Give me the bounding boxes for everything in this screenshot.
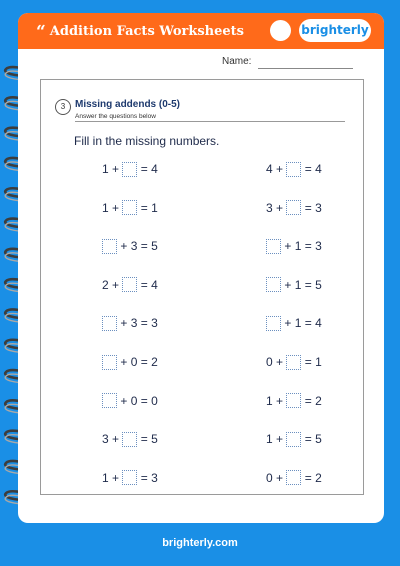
answer-box[interactable] <box>122 432 137 447</box>
answer-box[interactable] <box>286 432 301 447</box>
problem-token: 3 <box>130 239 138 254</box>
problem-token: = <box>140 162 148 176</box>
problem-token: 1 <box>294 316 302 331</box>
answer-box[interactable] <box>286 393 301 408</box>
problem-token: 1 <box>266 432 273 447</box>
answer-box[interactable] <box>286 162 301 177</box>
problem-token: + <box>284 277 292 292</box>
problem-token: 5 <box>315 277 322 292</box>
section-subtitle: Answer the questions below <box>75 113 156 120</box>
problem-right-9 <box>266 469 322 487</box>
answer-box[interactable] <box>102 355 117 370</box>
problem-left-5 <box>102 314 158 332</box>
problem-token: = <box>304 432 312 447</box>
problem-grid <box>40 143 362 493</box>
answer-box[interactable] <box>286 470 301 485</box>
problem-token: = <box>304 393 312 408</box>
problem-token: 5 <box>151 239 158 254</box>
answer-box[interactable] <box>122 200 137 215</box>
answer-box[interactable] <box>266 239 281 254</box>
problem-token: 4 <box>151 277 158 292</box>
quote-icon: “ <box>36 22 46 42</box>
problem-token: + <box>112 432 120 447</box>
answer-box[interactable] <box>102 316 117 331</box>
problem-right-1 <box>266 160 322 178</box>
problem-right-4 <box>266 276 322 294</box>
problem-token: 1 <box>102 470 109 485</box>
name-field[interactable] <box>258 68 353 69</box>
problem-left-8 <box>102 430 158 448</box>
problem-token: 4 <box>315 162 322 176</box>
problem-token: 3 <box>102 432 109 447</box>
problem-token: 2 <box>151 355 158 369</box>
header-bar <box>18 13 384 49</box>
problem-left-6 <box>102 353 158 371</box>
problem-token: + <box>276 432 284 447</box>
problem-token: = <box>304 316 312 331</box>
problem-token: 0 <box>266 355 273 369</box>
problem-token: 0 <box>266 470 273 485</box>
problem-token: 1 <box>266 393 273 408</box>
answer-box[interactable] <box>102 393 117 408</box>
instructions: Fill in the missing numbers. <box>74 134 220 148</box>
problem-token: 5 <box>151 432 158 447</box>
problem-token: = <box>140 316 148 331</box>
problem-token: = <box>140 393 148 408</box>
problem-token: + <box>112 162 120 176</box>
problem-token: 2 <box>315 393 322 408</box>
worksheet-page <box>18 13 384 523</box>
problem-token: 3 <box>151 470 158 485</box>
problem-token: 1 <box>315 355 322 369</box>
problem-token: = <box>140 432 148 447</box>
problem-token: + <box>276 162 284 176</box>
problem-token: = <box>304 277 312 292</box>
answer-box[interactable] <box>286 200 301 215</box>
problem-left-2 <box>102 199 158 217</box>
problem-token: + <box>112 200 120 215</box>
problem-token: = <box>140 277 148 292</box>
problem-right-7 <box>266 392 322 410</box>
problem-left-3 <box>102 237 158 255</box>
problem-token: = <box>304 200 312 215</box>
answer-box[interactable] <box>266 316 281 331</box>
name-label: Name: <box>222 56 252 67</box>
footer-url[interactable]: brighterly.com <box>162 537 238 549</box>
answer-box[interactable] <box>122 162 137 177</box>
problem-left-1 <box>102 160 158 178</box>
problem-token: + <box>284 239 292 254</box>
problem-token: = <box>140 200 148 215</box>
problem-token: 3 <box>130 316 138 331</box>
problem-right-3 <box>266 237 322 255</box>
title-text: Addition Facts Worksheets <box>49 24 244 39</box>
answer-box[interactable] <box>102 239 117 254</box>
section-divider <box>75 121 345 122</box>
problem-token: 4 <box>315 316 322 331</box>
problem-token: + <box>120 239 128 254</box>
problem-token: + <box>112 277 120 292</box>
problem-token: = <box>304 162 312 176</box>
answer-box[interactable] <box>122 277 137 292</box>
problem-token: + <box>276 393 284 408</box>
problem-right-5 <box>266 314 322 332</box>
problem-token: 2 <box>102 277 109 292</box>
problem-token: 1 <box>102 200 109 215</box>
problem-token: 3 <box>315 200 322 215</box>
problem-token: 3 <box>315 239 322 254</box>
problem-token: + <box>284 316 292 331</box>
section-number-badge: 3 <box>55 99 71 115</box>
problem-token: + <box>276 355 284 369</box>
problem-left-4 <box>102 276 158 294</box>
problem-token: + <box>276 200 284 215</box>
answer-box[interactable] <box>286 355 301 370</box>
brand-logo: brighterly <box>299 19 371 42</box>
answer-box[interactable] <box>122 470 137 485</box>
problem-token: = <box>304 470 312 485</box>
problem-right-2 <box>266 199 322 217</box>
problem-token: + <box>120 355 128 369</box>
problem-token: + <box>120 316 128 331</box>
problem-right-8 <box>266 430 322 448</box>
problem-token: 0 <box>130 355 138 369</box>
problem-token: 1 <box>294 277 302 292</box>
problem-token: + <box>112 470 120 485</box>
problem-token: 3 <box>151 316 158 331</box>
problem-token: = <box>140 355 148 369</box>
circle-icon <box>270 20 291 41</box>
problem-token: 1 <box>294 239 302 254</box>
answer-box[interactable] <box>266 277 281 292</box>
problem-token: 4 <box>151 162 158 176</box>
problem-token: = <box>140 239 148 254</box>
problem-token: 1 <box>102 162 109 176</box>
problem-token: = <box>304 239 312 254</box>
problem-token: + <box>276 470 284 485</box>
problem-token: 4 <box>266 162 273 176</box>
problem-right-6 <box>266 353 322 371</box>
problem-token: 0 <box>130 393 138 408</box>
problem-token: + <box>120 393 128 408</box>
problem-token: = <box>140 470 148 485</box>
problem-token: 0 <box>151 393 158 408</box>
problem-left-7 <box>102 392 158 410</box>
problem-left-9 <box>102 469 158 487</box>
problem-token: 2 <box>315 470 322 485</box>
problem-token: 1 <box>151 200 158 215</box>
problem-token: = <box>304 355 312 369</box>
problem-token: 3 <box>266 200 273 215</box>
worksheet-title <box>36 22 244 42</box>
section-title: Missing addends (0-5) <box>75 99 181 110</box>
problem-token: 5 <box>315 432 322 447</box>
